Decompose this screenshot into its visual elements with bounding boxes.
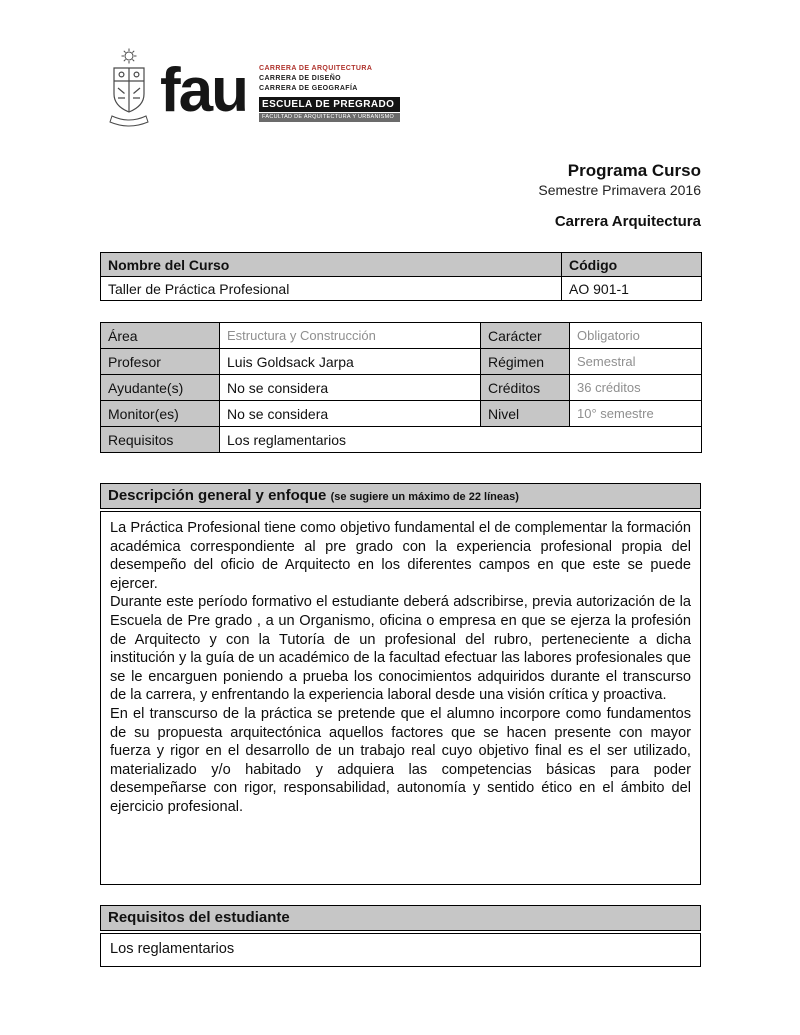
document-title: Programa Curso: [567, 161, 701, 180]
course-name-value-cell: Taller de Práctica Profesional: [101, 277, 562, 301]
career-line-geografia: CARRERA DE GEOGRAFÍA: [259, 84, 358, 92]
description-section-note: (se sugiere un máximo de 22 líneas): [330, 491, 519, 503]
table-row: [101, 401, 702, 427]
requisitos-label-cell: Requisitos: [101, 427, 220, 453]
area-label-cell: Área: [101, 323, 220, 349]
university-logo: [106, 48, 400, 133]
description-paragraph: La Práctica Profesional tiene como objetivo fundamental el de complementar la formación académica correspondiente al pre grado con la experiencia profesional propia del desempeño del oficio de Arquitecto en los diferentes campos en que este se puede ejercer.: [110, 520, 691, 592]
nivel-label-cell: Nivel: [481, 401, 570, 427]
semester-subtitle: Semestre Primavera 2016: [538, 182, 701, 199]
student-requirements-title: Requisitos del estudiante: [108, 909, 290, 926]
regimen-label-cell: Régimen: [481, 349, 570, 375]
logo-text-lines: [259, 59, 400, 121]
ayudante-label-cell: Ayudante(s): [101, 375, 220, 401]
student-requirements-body: Los reglamentarios: [100, 933, 701, 967]
creditos-label-cell: Créditos: [481, 375, 570, 401]
course-table-header-row: [101, 253, 702, 277]
monitor-value-cell: No se considera: [220, 401, 481, 427]
regimen-value-cell: Semestral: [570, 349, 702, 375]
nivel-value-cell: 10° semestre: [570, 401, 702, 427]
career-line-diseno: CARRERA DE DISEÑO: [259, 75, 341, 83]
monitor-label-cell: Monitor(es): [101, 401, 220, 427]
creditos-value-cell: 36 créditos: [570, 375, 702, 401]
ayudante-value-cell: No se considera: [220, 375, 481, 401]
course-code-value-cell: AO 901-1: [562, 277, 702, 301]
university-crest-icon: [106, 48, 152, 133]
description-section-title: Descripción general y enfoque: [108, 487, 327, 504]
description-section-header: [100, 483, 701, 509]
document-header: [100, 160, 701, 230]
table-row: [101, 427, 702, 453]
course-name-header-cell: Nombre del Curso: [101, 253, 562, 277]
caracter-label-cell: Carácter: [481, 323, 570, 349]
description-section-body: [100, 511, 701, 885]
fau-wordmark: fau: [160, 55, 247, 125]
profesor-value-cell: Luis Goldsack Jarpa: [220, 349, 481, 375]
description-paragraph: Durante este período formativo el estudiante deberá adscribirse, previa autorización de la Escuela de Pre grado , a un Organismo, oficina o empresa en que se ejerza la profesión de Arquitecto y con la Tutoría de un profesional del rubro, perteneciente a dicha institución y la guía de un académico de la facultad efectuar las labores profesionales que se le encarguen poniendo a prueba los conocimientos adquiridos durante el transcurso de la carrera, y enfrentando la experiencia laboral desde una visión crítica y proactiva.: [110, 594, 691, 704]
course-code-header-cell: Código: [562, 253, 702, 277]
course-name-table: [100, 252, 702, 301]
table-row: [101, 375, 702, 401]
course-table-value-row: [101, 277, 702, 301]
career-line-arquitectura: CARRERA DE ARQUITECTURA: [259, 65, 373, 73]
school-pregrado-label: ESCUELA DE PREGRADO: [259, 97, 400, 112]
description-paragraph: En el transcurso de la práctica se pretende que el alumno incorpore como fundamentos de su propuesta arquitectónica aquellos factores que se hacen presente con mayor fuerza y rigor en el desarrollo de un trabajo real cuyo objetivo final es el ser utilizado, materializado y/o habitado y adquiera las competencias básicas para poder desempeñarse con rigor, responsabilidad, autonomía y sentido ético en el ámbito del ejercicio profesional.: [110, 705, 691, 815]
career-title: Carrera Arquitectura: [554, 213, 701, 231]
faculty-label: FACULTAD DE ARQUITECTURA Y URBANISMO: [259, 113, 400, 122]
course-details-table: [100, 322, 702, 453]
student-requirements-header: [100, 905, 701, 931]
table-row: [101, 323, 702, 349]
requisitos-value-cell: Los reglamentarios: [220, 427, 702, 453]
caracter-value-cell: Obligatorio: [570, 323, 702, 349]
profesor-label-cell: Profesor: [101, 349, 220, 375]
table-row: [101, 349, 702, 375]
area-value-cell: Estructura y Construcción: [220, 323, 481, 349]
